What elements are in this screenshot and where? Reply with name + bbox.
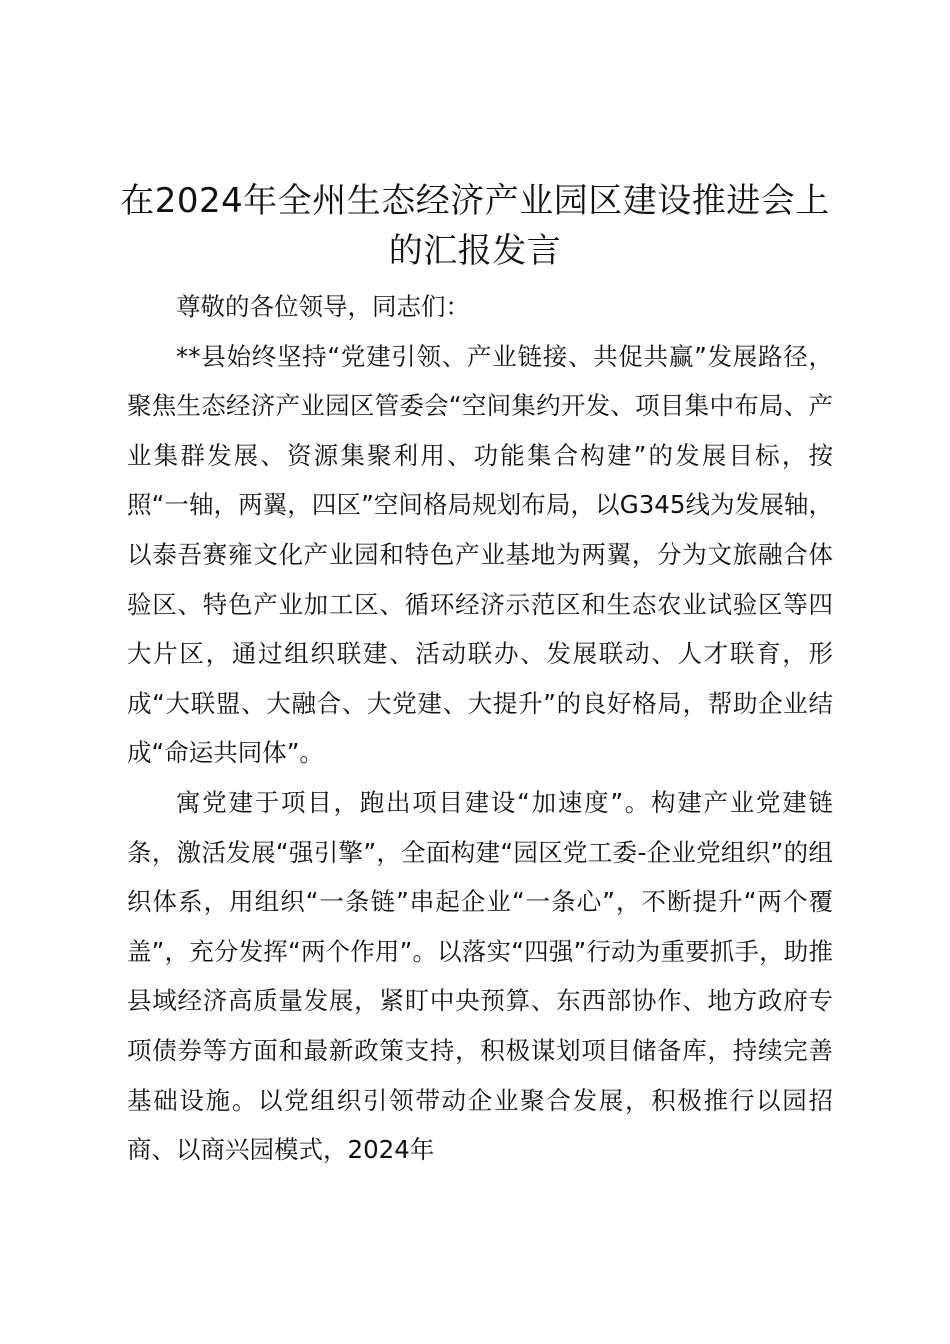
- salutation-paragraph: 尊敬的各位领导，同志们：: [176, 292, 470, 321]
- body-paragraph: 寓党建于项目，跑出项目建设“加速度”。构建产业党建链条，激活发展“强引擎”，全面构建“园区党工委-企业党组织”的组织体系，用组织“一条链”串起企业“一条心”，不断提升“两个覆盖”，充分发挥“两个作用”。以落实“四强”行动为重要抓手，助推县域经济高质量发展，紧盯中央预算、东西部协作、地方政府专项债券等方面和最新政策支持，积极谋划项目储备库，持续完善基础设施。以党组织引领带动企业聚合发展，积极推行以园招商、以商兴园模式，2024年: [127, 787, 833, 1165]
- body-paragraph: **县始终坚持“党建引领、产业链接、共促共赢”发展路径，聚焦生态经济产业园区管委会“空间集约开发、项目集中布局、产业集群发展、资源集聚利用、功能集合构建”的发展目标，按照“一轴，两翼，四区”空间格局规划布局，以G345线为发展轴，以泰吾赛雍文化产业园和特色产业基地为两翼，分为文旅融合体验区、特色产业加工区、循环经济示范区和生态农业试验区等四大片区，通过组织联建、活动联办、发展联动、人才联育，形成“大联盟、大融合、大党建、大提升”的良好格局，帮助企业结成“命运共同体”。: [127, 341, 833, 768]
- document-title: 在2024年全州生态经济产业园区建设推进会上的汇报发言: [120, 181, 830, 271]
- document-body: [127, 282, 833, 1175]
